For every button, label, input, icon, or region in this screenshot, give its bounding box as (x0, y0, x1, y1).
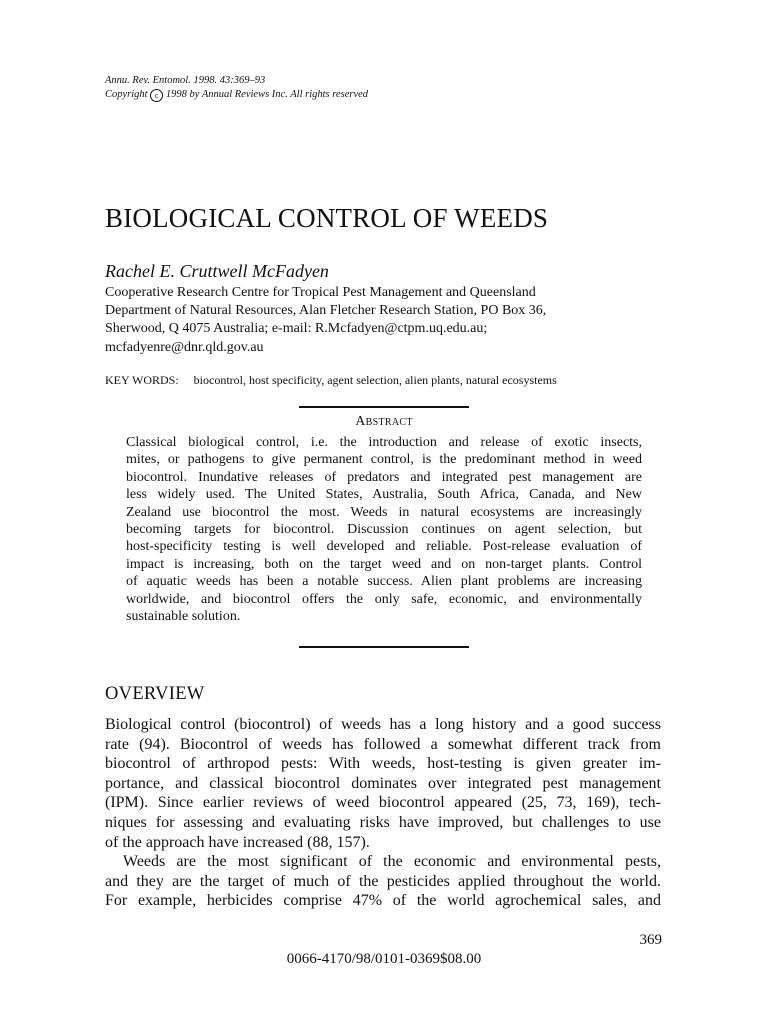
body-line: and they are the target of much of the pesticides applied throughout the world. (105, 872, 661, 890)
author-name: Rachel E. Cruttwell McFadyen (105, 261, 329, 281)
body-line: Biological control (biocontrol) of weeds has a long history and a good success (105, 716, 661, 733)
journal-header (105, 74, 368, 102)
copyright-icon: c (150, 89, 163, 102)
affiliation-line: Department of Natural Resources, Alan Fletcher Research Station, PO Box 36, (105, 303, 547, 319)
copyright-prefix: Copyright (105, 89, 148, 100)
abstract-line: Zealand use biocontrol the most. Weeds in natural ecosystems are increasingly (126, 504, 642, 520)
abstract-line: impact is increasing, both on the target weed and on non-target plants. Control (126, 556, 642, 572)
section-body (105, 715, 661, 911)
abstract-line: less widely used. The United States, Australia, South Africa, Canada, and New (126, 487, 642, 503)
body-line: of the approach have increased (88, 157). (105, 833, 370, 851)
affiliation-line: mcfadyenre@dnr.qld.gov.au (105, 339, 264, 355)
page-number: 369 (639, 932, 662, 948)
body-line: biocontrol of arthropod pests: With weeds, host-testing is given greater im- (105, 755, 661, 773)
body-line: For example, herbicides comprise 47% of the world agrochemical sales, and (105, 892, 661, 910)
copyright-line (105, 88, 368, 102)
abstract-line: of aquatic weeds has been a notable success. Alien plant problems are increasing (126, 574, 642, 590)
keywords-label: KEY WORDS: (105, 373, 179, 387)
body-line: rate (94). Biocontrol of weeds has followed a somewhat different track from (105, 735, 661, 753)
abstract-line: becoming targets for biocontrol. Discussion continues on agent selection, but (126, 522, 642, 538)
affiliation-line: Cooperative Research Centre for Tropical Pest Management and Queensland (105, 285, 536, 300)
abstract-heading: Abstract (355, 414, 413, 429)
keywords (105, 373, 557, 388)
abstract-line: sustainable solution. (126, 609, 241, 625)
body-line: (IPM). Since earlier reviews of weed biocontrol appeared (25, 73, 169), tech- (105, 794, 661, 812)
body-line: niques for assessing and evaluating risks have improved, but challenges to use (105, 813, 661, 831)
abstract-line: biocontrol. Inundative releases of predators and integrated pest management are (126, 469, 642, 485)
abstract-top-rule (299, 406, 469, 408)
abstract-bottom-rule (299, 646, 469, 648)
abstract-line: Classical biological control, i.e. the introduction and release of exotic insects, (126, 435, 642, 450)
abstract-line: host-specificity testing is well developed and reliable. Post-release evaluation of (126, 539, 642, 555)
copyright-text: 1998 by Annual Reviews Inc. All rights reserved (165, 89, 369, 100)
citation-line: Annu. Rev. Entomol. 1998. 43:369–93 (105, 75, 266, 86)
author-affiliation (105, 284, 625, 357)
abstract-line: worldwide, and biocontrol offers the only safe, economic, and environmentally (126, 591, 642, 607)
section-heading: OVERVIEW (105, 684, 205, 704)
abstract-body (126, 434, 642, 625)
paper-title: BIOLOGICAL CONTROL OF WEEDS (105, 203, 549, 233)
keywords-text: biocontrol, host specificity, agent selection, alien plants, natural ecosystems (193, 373, 557, 387)
body-line: portance, and classical biocontrol dominates over integrated pest management (105, 774, 661, 792)
affiliation-line: Sherwood, Q 4075 Australia; e-mail: R.Mcfadyen@ctpm.uq.edu.au; (105, 321, 488, 337)
body-line: Weeds are the most significant of the economic and environmental pests, (123, 853, 661, 871)
issn-line: 0066-4170/98/0101-0369$08.00 (286, 951, 482, 967)
abstract-line: mites, or pathogens to give permanent control, is the predominant method in weed (126, 452, 642, 468)
